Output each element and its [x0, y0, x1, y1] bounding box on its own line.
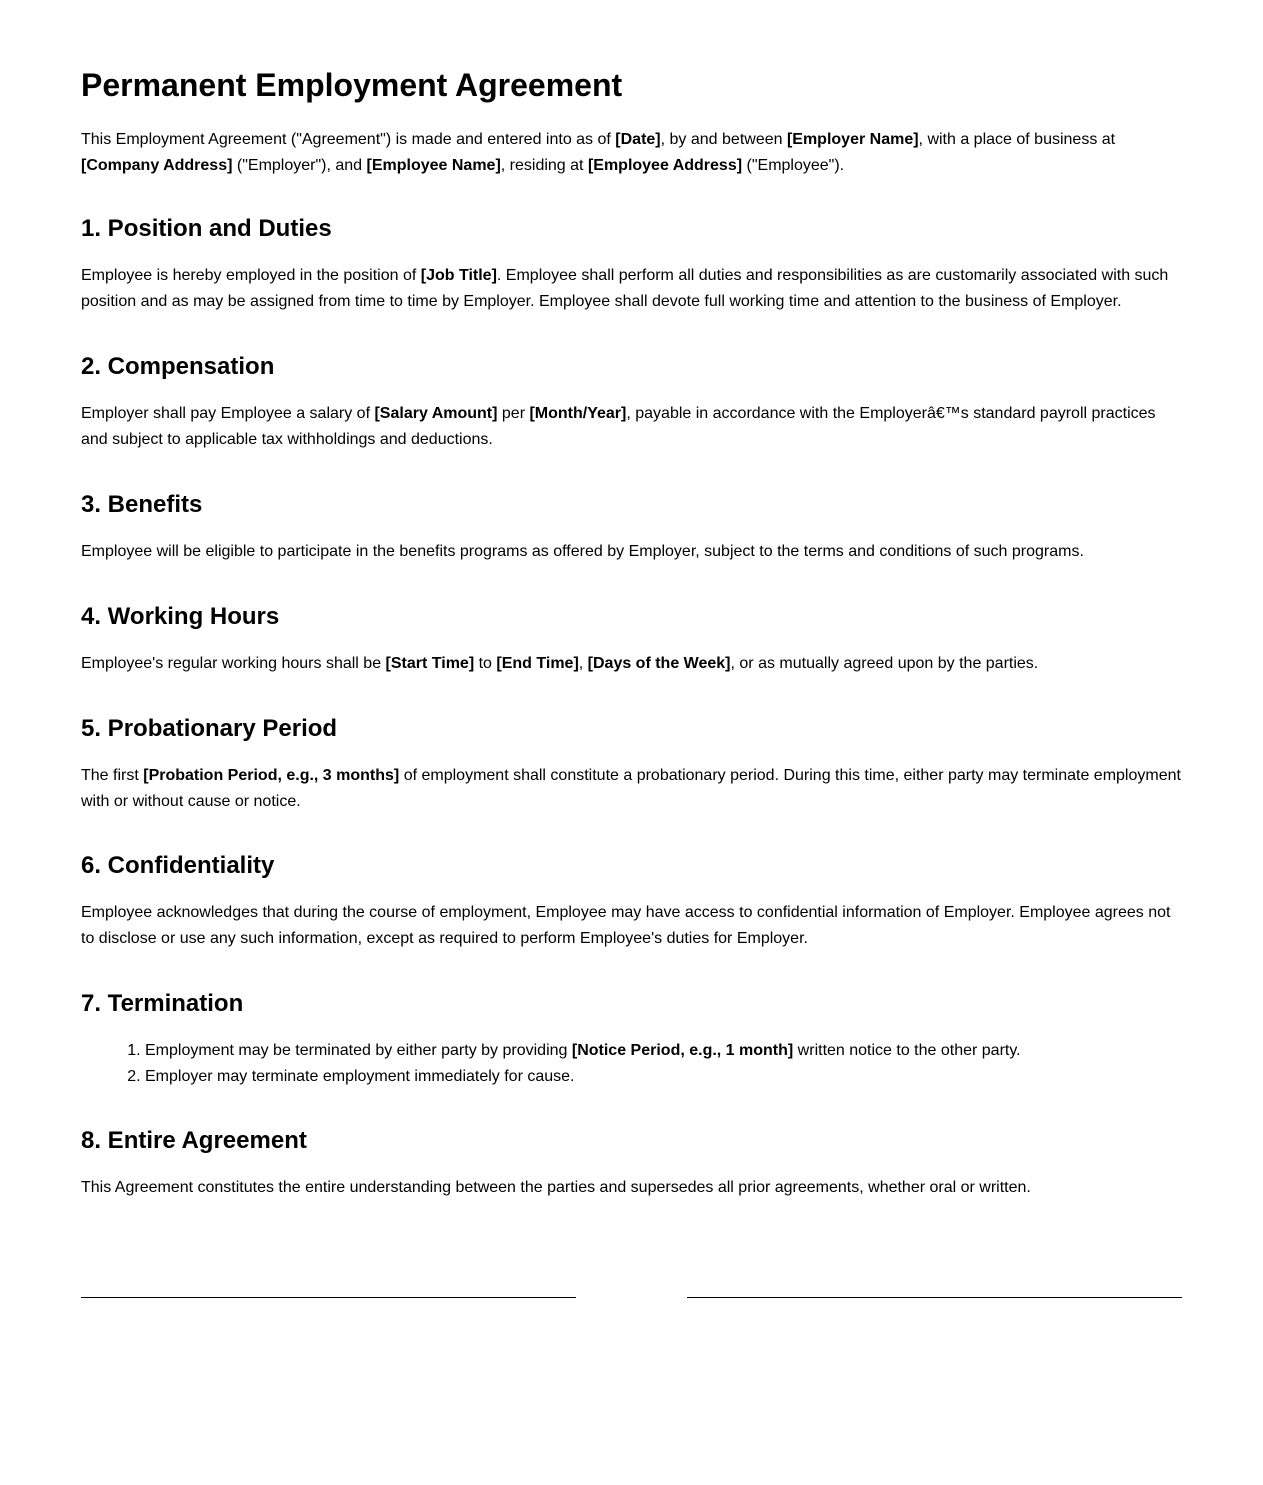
section-heading: 8. Entire Agreement: [81, 1127, 307, 1154]
section-heading: 5. Probationary Period: [81, 715, 338, 742]
section-2: [81, 352, 1182, 453]
document-title: Permanent Employment Agreement: [81, 67, 623, 103]
placeholder-field: [Job Title]: [420, 267, 497, 284]
text-run: Employer shall pay Employee a salary of: [81, 405, 375, 422]
section-body: [81, 651, 1182, 677]
section-body: [81, 900, 1182, 952]
text-run: , residing at: [500, 157, 588, 174]
text-run: , by and between: [660, 131, 787, 148]
section-body: [81, 763, 1182, 815]
placeholder-field: [Notice Period, e.g., 1 month]: [571, 1042, 794, 1059]
intro-paragraph: [81, 127, 1182, 179]
text-run: Employee is hereby employed in the position of: [81, 267, 421, 284]
section-heading: 3. Benefits: [81, 491, 203, 518]
text-run: per: [497, 405, 530, 422]
placeholder-field: [Employer Name]: [786, 131, 919, 148]
section-body: [81, 401, 1182, 453]
list-item: [145, 1038, 1182, 1064]
section-body: [81, 263, 1182, 315]
text-run: Employer may terminate employment immediately for cause.: [145, 1068, 575, 1085]
section-5: [81, 714, 1182, 815]
text-run: Employee acknowledges that during the course of employment, Employee may have access to confidential information of Employer. Employee agrees not to disclose or use any such information, except as required to perform Employee's duties for Employer.: [81, 904, 1171, 947]
placeholder-field: [Date]: [615, 131, 661, 148]
text-run: , or as mutually agreed upon by the parties.: [730, 655, 1039, 672]
placeholder-field: [Salary Amount]: [374, 405, 498, 422]
section-4: [81, 602, 1182, 677]
text-run: This Agreement constitutes the entire understanding between the parties and supersedes all prior agreements, whether oral or written.: [81, 1179, 1031, 1196]
section-3: [81, 490, 1182, 565]
text-run: of employment shall constitute a probationary period. During this time, either party may terminate employment with or without cause or notice.: [81, 767, 1181, 810]
placeholder-field: [Days of the Week]: [587, 655, 731, 672]
text-run: ,: [578, 655, 588, 672]
section-1: [81, 214, 1182, 315]
text-run: Employee will be eligible to participate in the benefits programs as offered by Employer, subject to the terms and conditions of such programs.: [81, 543, 1084, 560]
text-run: written notice to the other party.: [793, 1042, 1021, 1059]
text-run: The first: [81, 767, 144, 784]
text-run: , with a place of business at: [918, 131, 1116, 148]
section-heading: 2. Compensation: [81, 353, 275, 380]
text-run: to: [474, 655, 497, 672]
employee-signature-line: [687, 1297, 1182, 1298]
placeholder-field: [Employee Name]: [366, 157, 501, 174]
section-heading: 6. Confidentiality: [81, 852, 275, 879]
text-run: ("Employee").: [742, 157, 845, 174]
placeholder-field: [Start Time]: [385, 655, 475, 672]
section-heading: 1. Position and Duties: [81, 215, 332, 242]
text-run: This Employment Agreement ("Agreement") is made and entered into as of: [81, 131, 616, 148]
placeholder-field: [Employee Address]: [587, 157, 743, 174]
text-run: . Employee shall perform all duties and responsibilities as are customarily associated with such position and as may be assigned from time to time by Employer. Employee shall devote full working time and attention to the business of Employer.: [81, 267, 1169, 310]
section-6: [81, 851, 1182, 952]
placeholder-field: [End Time]: [496, 655, 579, 672]
placeholder-field: [Probation Period, e.g., 3 months]: [143, 767, 400, 784]
text-run: Employment may be terminated by either party by providing: [145, 1042, 572, 1059]
placeholder-field: [Company Address]: [81, 157, 233, 174]
section-body: [81, 1175, 1182, 1201]
section-list: [81, 1038, 1182, 1090]
text-run: , payable in accordance with the Employerâ€™s standard payroll practices and subject to applicable tax withholdings and deductions.: [81, 405, 1156, 448]
placeholder-field: [Month/Year]: [529, 405, 627, 422]
employer-signature-line: [81, 1297, 576, 1298]
text-run: Employee's regular working hours shall be: [81, 655, 386, 672]
section-heading: 7. Termination: [81, 990, 244, 1017]
text-run: ("Employer"), and: [232, 157, 367, 174]
section-body: [81, 539, 1182, 565]
section-7: [81, 989, 1182, 1090]
section-8: [81, 1126, 1182, 1201]
list-item: [145, 1064, 1182, 1090]
section-heading: 4. Working Hours: [81, 603, 280, 630]
